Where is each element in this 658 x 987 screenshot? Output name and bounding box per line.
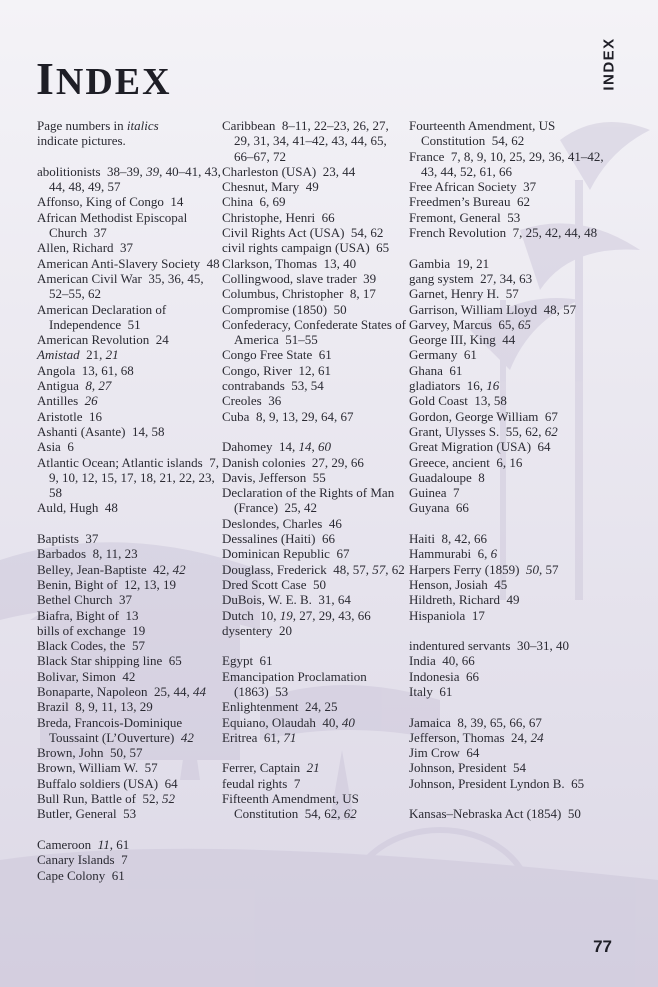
- index-entry: Gordon, George William 67: [409, 408, 558, 424]
- index-entries-1: [37, 164, 222, 883]
- index-entry: Italy 61: [409, 683, 453, 699]
- index-entry: Jefferson, Thomas 24, 24: [409, 729, 544, 745]
- index-entry: Kansas–Nebraska Act (1854) 50: [409, 806, 581, 822]
- index-entries-2: [222, 118, 407, 822]
- index-entry: Black Star shipping line 65: [37, 653, 182, 669]
- index-entry: Fifteenth Amendment, US Constitution 54, 62, 62: [222, 791, 359, 822]
- index-entry: DuBois, W. E. B. 31, 64: [222, 592, 351, 608]
- index-entry: Emancipation Proclamation (1863) 53: [222, 668, 367, 699]
- index-entry: Bonaparte, Napoleon 25, 44, 44: [37, 683, 206, 699]
- index-entry: Equiano, Olaudah 40, 40: [222, 714, 355, 730]
- index-entry: African Methodist Episcopal Church 37: [37, 209, 188, 241]
- index-entry: Compromise (1850) 50: [222, 301, 347, 317]
- index-entry: Caribbean 8–11, 22–23, 26, 27, 29, 31, 34, 41–42, 43, 44, 65, 66–67, 72: [222, 118, 389, 164]
- index-entry: Davis, Jefferson 55: [222, 469, 326, 485]
- index-entry: Dessalines (Haiti) 66: [222, 531, 336, 547]
- index-entry: Angola 13, 61, 68: [37, 362, 134, 378]
- index-entry: Cape Colony 61: [37, 867, 125, 883]
- index-entry: Hispaniola 17: [409, 607, 485, 623]
- index-entry: Black Codes, the 57: [37, 638, 145, 654]
- index-entry: Antilles 26: [37, 393, 98, 409]
- index-entry: American Civil War 35, 36, 45, 52–55, 62: [37, 270, 204, 302]
- index-entry: Garvey, Marcus 65, 65: [409, 316, 531, 332]
- index-entry: Confederacy, Confederate States of America 51–55: [222, 316, 406, 348]
- index-entry: Freedmen’s Bureau 62: [409, 194, 530, 210]
- index-entry: Harpers Ferry (1859) 50, 57: [409, 561, 559, 577]
- index-entry: Deslondes, Charles 46: [222, 515, 342, 531]
- index-entry: China 6, 69: [222, 194, 286, 210]
- letter-gap: [409, 623, 609, 638]
- index-entry: Barbados 8, 11, 23: [37, 546, 138, 562]
- index-entry: Aristotle 16: [37, 408, 102, 424]
- index-entry: Baptists 37: [37, 531, 99, 547]
- index-entry: Allen, Richard 37: [37, 240, 134, 256]
- index-entry: Egypt 61: [222, 653, 273, 669]
- index-entry: Indonesia 66: [409, 668, 480, 684]
- index-entry: Garrison, William Lloyd 48, 57: [409, 301, 577, 317]
- index-entry: Brazil 8, 9, 11, 13, 29: [37, 699, 153, 715]
- letter-gap: [37, 822, 222, 837]
- intro-note: Page numbers in italics indicate pictures.: [37, 118, 159, 149]
- index-entry: Amistad 21, 21: [37, 347, 119, 363]
- index-entry: Benin, Bight of 12, 13, 19: [37, 576, 177, 592]
- page-title: INDEX: [36, 53, 172, 104]
- index-entry: Canary Islands 7: [37, 852, 128, 868]
- index-entry: Biafra, Bight of 13: [37, 607, 139, 623]
- index-entry: Hammurabi 6, 6: [409, 546, 498, 562]
- letter-gap: [37, 516, 222, 531]
- index-entry: Jim Crow 64: [409, 745, 480, 761]
- letter-gap: [222, 745, 407, 760]
- letter-gap: [409, 240, 609, 255]
- index-entry: Breda, Francois-Dominique Toussaint (L’Ouverture) 42: [37, 714, 194, 745]
- index-entry: Ashanti (Asante) 14, 58: [37, 423, 165, 439]
- index-entry: Free African Society 37: [409, 179, 537, 195]
- index-entry: Clarkson, Thomas 13, 40: [222, 255, 357, 271]
- index-entry: Great Migration (USA) 64: [409, 439, 551, 455]
- index-entry: Johnson, President Lyndon B. 65: [409, 775, 585, 791]
- index-entry: American Declaration of Independence 51: [37, 301, 167, 332]
- index-entry: bills of exchange 19: [37, 622, 146, 638]
- index-entry: Congo, River 12, 61: [222, 362, 332, 378]
- index-entry: Grant, Ulysses S. 55, 62, 62: [409, 423, 558, 439]
- index-entry: Ferrer, Captain 21: [222, 760, 320, 776]
- index-entry: gladiators 16, 16: [409, 378, 500, 394]
- index-entry: indentured servants 30–31, 40: [409, 638, 569, 654]
- title-initial: I: [36, 53, 56, 104]
- index-entries-3: [409, 118, 609, 822]
- index-entry: French Revolution 7, 25, 42, 44, 48: [409, 225, 598, 241]
- index-entry: Enlightenment 24, 25: [222, 699, 338, 715]
- index-entry: Collingwood, slave trader 39: [222, 270, 377, 286]
- index-entry: Dominican Republic 67: [222, 546, 350, 562]
- index-entry: Bethel Church 37: [37, 592, 132, 608]
- index-entry: Charleston (USA) 23, 44: [222, 163, 356, 179]
- index-column-3: [409, 118, 609, 822]
- index-entry: Fremont, General 53: [409, 209, 521, 225]
- index-entry: France 7, 8, 9, 10, 25, 29, 36, 41–42, 43, 44, 52, 61, 66: [409, 148, 604, 179]
- index-entry: Gambia 19, 21: [409, 255, 490, 271]
- index-entry: Douglass, Frederick 48, 57, 57, 62: [222, 561, 405, 577]
- letter-gap: [222, 638, 407, 653]
- index-entry: Ghana 61: [409, 362, 463, 378]
- index-entry: Cameroon 11, 61: [37, 836, 130, 852]
- index-entry: feudal rights 7: [222, 775, 301, 791]
- index-entry: Guadaloupe 8: [409, 469, 485, 485]
- index-entry: gang system 27, 34, 63: [409, 270, 533, 286]
- letter-gap: [409, 791, 609, 806]
- index-entry: Bolivar, Simon 42: [37, 668, 136, 684]
- index-entry: Asia 6: [37, 439, 74, 455]
- index-entry: India 40, 66: [409, 653, 475, 669]
- index-entry: Creoles 36: [222, 393, 282, 409]
- index-entry: Auld, Hugh 48: [37, 500, 118, 516]
- index-entry: Guinea 7: [409, 485, 460, 501]
- index-entry: Brown, John 50, 57: [37, 745, 143, 761]
- index-entry: Dahomey 14, 14, 60: [222, 439, 332, 455]
- index-entry: Greece, ancient 6, 16: [409, 454, 523, 470]
- index-entry: Brown, William W. 57: [37, 760, 158, 776]
- index-entry: Declaration of the Rights of Man (France) 25, 42: [222, 485, 395, 516]
- index-entry: Christophe, Henri 66: [222, 209, 335, 225]
- index-entry: Danish colonies 27, 29, 66: [222, 454, 364, 470]
- index-entry: American Revolution 24: [37, 332, 169, 348]
- index-entry: Eritrea 61, 71: [222, 729, 297, 745]
- index-entry: Garnet, Henry H. 57: [409, 286, 519, 302]
- index-entry: Haiti 8, 42, 66: [409, 531, 487, 547]
- index-entry: Gold Coast 13, 58: [409, 393, 507, 409]
- index-entry: George III, King 44: [409, 332, 516, 348]
- index-entry: Butler, General 53: [37, 806, 137, 822]
- index-entry: American Anti-Slavery Society 48: [37, 255, 220, 271]
- index-entry: Johnson, President 54: [409, 760, 526, 776]
- index-column-2: [222, 118, 407, 822]
- index-entry: Buffalo soldiers (USA) 64: [37, 775, 178, 791]
- index-entry: dysentery 20: [222, 622, 293, 638]
- index-entry: civil rights campaign (USA) 65: [222, 240, 390, 256]
- index-entry: Bull Run, Battle of 52, 52: [37, 791, 175, 807]
- letter-gap: [409, 699, 609, 714]
- letter-gap: [222, 424, 407, 439]
- index-entry: Henson, Josiah 45: [409, 576, 508, 592]
- index-entry: Affonso, King of Congo 14: [37, 194, 184, 210]
- index-entry: Germany 61: [409, 347, 477, 363]
- index-entry: Civil Rights Act (USA) 54, 62: [222, 225, 384, 241]
- index-entry: Columbus, Christopher 8, 17: [222, 286, 376, 302]
- index-entry: abolitionists 38–39, 39, 40–41, 43, 44, 48, 49, 57: [37, 163, 221, 195]
- index-column-1: [37, 118, 222, 883]
- index-entry: Jamaica 8, 39, 65, 66, 67: [409, 714, 542, 730]
- letter-gap: [409, 516, 609, 531]
- index-entry: Chesnut, Mary 49: [222, 179, 319, 195]
- index-entry: Congo Free State 61: [222, 347, 332, 363]
- index-entry: Guyana 66: [409, 500, 469, 516]
- index-entry: Dutch 10, 19, 27, 29, 43, 66: [222, 607, 371, 623]
- index-entry: Dred Scott Case 50: [222, 576, 326, 592]
- index-entry: Hildreth, Richard 49: [409, 592, 520, 608]
- index-entry: Fourteenth Amendment, US Constitution 54, 62: [409, 118, 556, 149]
- index-entry: Atlantic Ocean; Atlantic islands 7, 9, 10, 12, 15, 17, 18, 21, 22, 23, 58: [37, 454, 219, 501]
- index-entry: Cuba 8, 9, 13, 29, 64, 67: [222, 408, 354, 424]
- section-side-label: INDEX: [600, 37, 618, 91]
- index-entry: Antigua 8, 27: [37, 378, 112, 394]
- section-side-tab: [600, 18, 618, 110]
- index-entry: contrabands 53, 54: [222, 378, 324, 394]
- page-number: 77: [593, 937, 612, 956]
- index-entry: Belley, Jean-Baptiste 42, 42: [37, 561, 186, 577]
